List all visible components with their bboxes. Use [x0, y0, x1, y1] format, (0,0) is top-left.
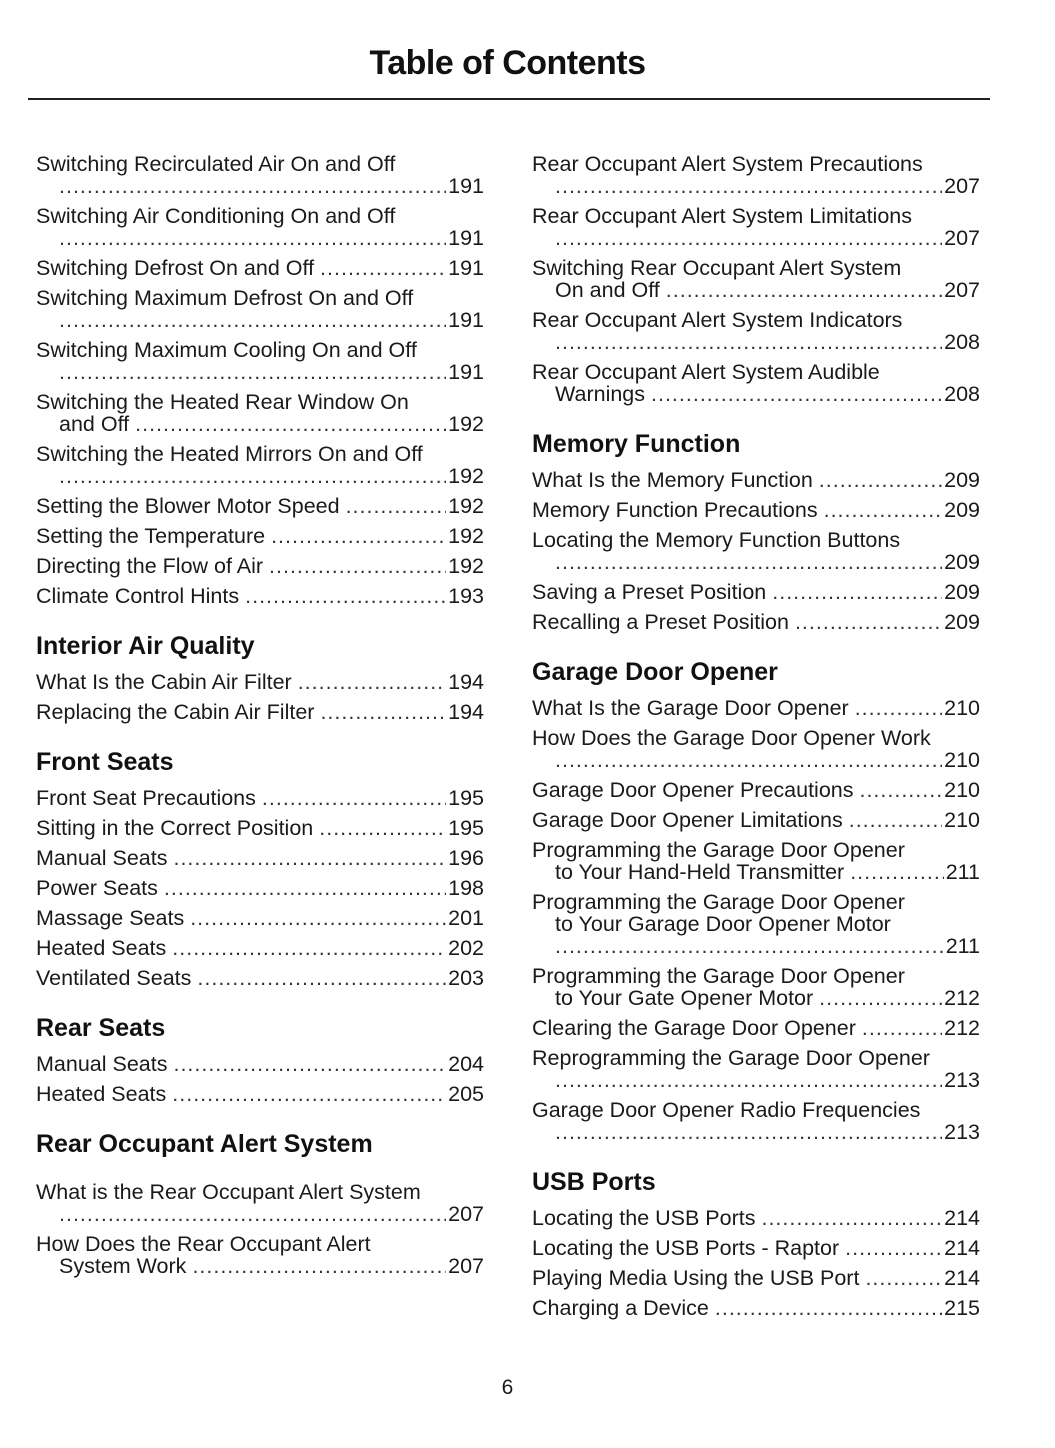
toc-entry-page: 194 — [448, 700, 484, 724]
toc-entry-line — [36, 847, 484, 869]
dot-leader — [555, 935, 944, 957]
dot-leader — [824, 499, 943, 521]
toc-entry-line — [532, 175, 980, 197]
toc-entry-continuation: to Your Garage Door Opener Motor — [555, 912, 891, 936]
dot-leader — [135, 413, 446, 435]
toc-entry-page: 191 — [448, 256, 484, 280]
toc-entry-page: 214 — [944, 1236, 980, 1260]
toc-entry-title: Saving a Preset Position — [532, 580, 767, 604]
toc-entry-page: 210 — [944, 778, 980, 802]
title-divider — [28, 98, 990, 100]
toc-entry-line — [532, 987, 980, 1009]
dot-leader — [651, 383, 942, 405]
toc-entry-title: Reprogramming the Garage Door Opener — [532, 1046, 930, 1070]
toc-entry-page: 211 — [945, 934, 980, 958]
toc-entry-title: Rear Occupant Alert System Precautions — [532, 152, 923, 176]
toc-section — [36, 745, 484, 989]
toc-entry-title: Switching Rear Occupant Alert System — [532, 256, 902, 280]
toc-entry-line — [36, 1053, 484, 1075]
toc-entry-title: Programming the Garage Door Opener — [532, 964, 905, 988]
dot-leader — [173, 1053, 446, 1075]
toc-entry-page: 192 — [448, 554, 484, 578]
dot-leader — [845, 1237, 942, 1259]
toc-entry-line — [532, 861, 980, 883]
toc-entry-title: Programming the Garage Door Opener — [532, 838, 905, 862]
toc-entry-line — [532, 1237, 980, 1259]
toc-entry-title: Replacing the Cabin Air Filter — [36, 700, 315, 724]
toc-entry-page: 213 — [944, 1068, 980, 1092]
toc-entry-line — [36, 257, 484, 279]
toc-entry-line — [532, 279, 980, 301]
toc-entry[interactable] — [36, 1181, 484, 1225]
toc-entry[interactable] — [36, 877, 484, 899]
toc-section — [532, 1165, 980, 1319]
toc-entry-page: 192 — [448, 412, 484, 436]
section-heading[interactable]: Memory Function — [532, 430, 741, 458]
toc-entry[interactable] — [36, 787, 484, 809]
toc-entry[interactable] — [532, 1047, 980, 1091]
toc-entry-line — [36, 1083, 484, 1105]
toc-entry-title: Playing Media Using the USB Port — [532, 1266, 860, 1290]
toc-entry-title: Sitting in the Correct Position — [36, 816, 314, 840]
toc-entry[interactable] — [36, 967, 484, 989]
right-sections — [532, 427, 980, 1319]
toc-entry-line — [36, 787, 484, 809]
toc-entry-title: Switching Maximum Defrost On and Off — [36, 286, 414, 310]
toc-entry-line — [532, 383, 980, 405]
toc-entry-line — [532, 499, 980, 521]
toc-entry-line — [532, 1069, 980, 1091]
toc-entry-page: 207 — [944, 226, 980, 250]
toc-entry-title: Switching Recirculated Air On and Off — [36, 152, 396, 176]
toc-entry-page: 195 — [448, 816, 484, 840]
toc-entry-page: 209 — [944, 498, 980, 522]
toc-entry-page: 209 — [944, 468, 980, 492]
toc-entry[interactable] — [36, 907, 484, 929]
toc-entry-page: 210 — [944, 808, 980, 832]
toc-entry-title: Garage Door Opener Radio Frequencies — [532, 1098, 921, 1122]
dot-leader — [59, 1203, 446, 1225]
toc-entry[interactable] — [532, 697, 980, 719]
section-heading[interactable]: Garage Door Opener — [532, 658, 778, 686]
toc-entry-page: 212 — [944, 986, 980, 1010]
toc-entry-page: 207 — [448, 1202, 484, 1226]
toc-entry-continuation: to Your Hand-Held Transmitter — [555, 860, 845, 884]
toc-entry-line — [532, 551, 980, 573]
toc-entry[interactable] — [532, 309, 980, 353]
dot-leader — [859, 779, 942, 801]
toc-section — [532, 427, 980, 633]
toc-entry-page: 213 — [944, 1120, 980, 1144]
dot-leader — [192, 1255, 446, 1277]
dot-leader — [319, 817, 446, 839]
toc-entry-continuation: On and Off — [555, 278, 660, 302]
toc-entry-title: What is the Rear Occupant Alert System — [36, 1180, 421, 1204]
left-intro-list — [36, 153, 484, 607]
toc-entry[interactable] — [532, 153, 980, 197]
toc-entry-page: 191 — [448, 174, 484, 198]
left-sections — [36, 629, 484, 1277]
page-title: Table of Contents — [369, 44, 646, 82]
dot-leader — [173, 847, 446, 869]
dot-leader — [850, 861, 944, 883]
toc-entry[interactable] — [532, 611, 980, 633]
toc-entry[interactable] — [36, 339, 484, 383]
toc-entry[interactable] — [36, 671, 484, 693]
toc-entry-line — [36, 175, 484, 197]
toc-section — [532, 655, 980, 1143]
toc-entry-page: 191 — [448, 308, 484, 332]
toc-entry[interactable] — [36, 257, 484, 279]
toc-entry[interactable] — [36, 525, 484, 547]
dot-leader — [555, 331, 942, 353]
toc-entry-title: Memory Function Precautions — [532, 498, 818, 522]
toc-entry[interactable] — [36, 701, 484, 723]
toc-entry-title: Front Seat Precautions — [36, 786, 256, 810]
dot-leader — [271, 525, 446, 547]
toc-entry-title: Programming the Garage Door Opener — [532, 890, 905, 914]
toc-entry-title: How Does the Garage Door Opener Work — [532, 726, 931, 750]
toc-entry[interactable] — [532, 727, 980, 771]
toc-entry[interactable] — [532, 1237, 980, 1259]
toc-entry-title: Power Seats — [36, 876, 158, 900]
toc-entry-line — [36, 495, 484, 517]
dot-leader — [172, 937, 446, 959]
toc-entry[interactable] — [532, 1297, 980, 1319]
toc-entry[interactable] — [36, 391, 484, 435]
toc-entry-page: 196 — [448, 846, 484, 870]
toc-entry-line — [532, 1297, 980, 1319]
dot-leader — [59, 361, 446, 383]
toc-entry-line — [36, 525, 484, 547]
toc-entry-title: Locating the USB Ports - Raptor — [532, 1236, 840, 1260]
toc-entry-title: Massage Seats — [36, 906, 185, 930]
dot-leader — [59, 227, 446, 249]
dot-leader — [819, 987, 942, 1009]
toc-entry-title: Manual Seats — [36, 846, 168, 870]
toc-entry-line — [36, 465, 484, 487]
toc-entry-line — [532, 469, 980, 491]
toc-entry-page: 212 — [944, 1016, 980, 1040]
toc-entry[interactable] — [532, 205, 980, 249]
toc-entry-page: 207 — [944, 278, 980, 302]
toc-entry-title: Rear Occupant Alert System Limitations — [532, 204, 912, 228]
toc-entry-page: 192 — [448, 524, 484, 548]
toc-entry-line — [532, 935, 980, 957]
toc-entry[interactable] — [36, 585, 484, 607]
toc-entry-line — [532, 697, 980, 719]
section-heading[interactable]: Interior Air Quality — [36, 632, 255, 660]
dot-leader — [346, 495, 447, 517]
toc-entry-title: Recalling a Preset Position — [532, 610, 789, 634]
dot-leader — [555, 551, 942, 573]
dot-leader — [59, 175, 446, 197]
toc-entry-page: 208 — [944, 382, 980, 406]
toc-entry-line — [36, 413, 484, 435]
toc-entry-page: 205 — [448, 1082, 484, 1106]
toc-entry-continuation: System Work — [59, 1254, 187, 1278]
toc-entry-page: 192 — [448, 494, 484, 518]
toc-entry[interactable] — [532, 1207, 980, 1229]
toc-entry[interactable] — [36, 495, 484, 517]
section-heading[interactable]: USB Ports — [532, 1168, 656, 1196]
toc-entry-title: Manual Seats — [36, 1052, 168, 1076]
toc-entry-line — [36, 937, 484, 959]
toc-section — [36, 1011, 484, 1105]
toc-entry-line — [532, 581, 980, 603]
dot-leader — [245, 585, 446, 607]
toc-entry-page: 195 — [448, 786, 484, 810]
dot-leader — [190, 907, 446, 929]
toc-entry-page: 193 — [448, 584, 484, 608]
toc-entry-line — [532, 1121, 980, 1143]
toc-entry-line — [36, 227, 484, 249]
section-heading[interactable]: Front Seats — [36, 748, 174, 776]
toc-entry-page: 204 — [448, 1052, 484, 1076]
toc-entry[interactable] — [532, 891, 980, 957]
toc-entry-line — [36, 361, 484, 383]
toc-entry-line — [532, 1267, 980, 1289]
dot-leader — [320, 701, 446, 723]
right-intro-list — [532, 153, 980, 405]
dot-leader — [555, 1121, 942, 1143]
dot-leader — [164, 877, 446, 899]
toc-section — [36, 1127, 484, 1277]
toc-section — [36, 629, 484, 723]
toc-entry-line — [36, 585, 484, 607]
toc-entry[interactable] — [36, 287, 484, 331]
toc-entry-page: 192 — [448, 464, 484, 488]
toc-entry[interactable] — [532, 257, 980, 301]
section-heading[interactable]: Rear Seats — [36, 1014, 166, 1042]
toc-entry-line — [532, 1017, 980, 1039]
toc-entry-line — [532, 809, 980, 831]
toc-entry[interactable] — [36, 205, 484, 249]
toc-entry-continuation: to Your Gate Opener Motor — [555, 986, 814, 1010]
toc-entry-title: Switching Air Conditioning On and Off — [36, 204, 396, 228]
toc-entry-line — [36, 817, 484, 839]
dot-leader — [855, 697, 942, 719]
toc-entry-page: 210 — [944, 748, 980, 772]
toc-entry-line — [36, 701, 484, 723]
toc-entry-line — [532, 1207, 980, 1229]
toc-entry-title: Switching Maximum Cooling On and Off — [36, 338, 417, 362]
toc-entry[interactable] — [532, 779, 980, 801]
toc-entry-title: Garage Door Opener Precautions — [532, 778, 854, 802]
toc-entry[interactable] — [532, 839, 980, 883]
dot-leader — [555, 227, 942, 249]
toc-entry[interactable] — [36, 817, 484, 839]
toc-entry[interactable] — [36, 443, 484, 487]
dot-leader — [666, 279, 942, 301]
toc-entry[interactable] — [36, 1233, 484, 1277]
toc-entry-title: Switching the Heated Mirrors On and Off — [36, 442, 423, 466]
toc-entry[interactable] — [36, 937, 484, 959]
toc-entry-title: Switching the Heated Rear Window On — [36, 390, 409, 414]
toc-entry-line — [532, 779, 980, 801]
dot-leader — [197, 967, 446, 989]
dot-leader — [269, 555, 446, 577]
toc-entry-title: How Does the Rear Occupant Alert — [36, 1232, 371, 1256]
toc-entry-title: What Is the Garage Door Opener — [532, 696, 849, 720]
toc-entry-line — [532, 227, 980, 249]
toc-entry-page: 209 — [944, 580, 980, 604]
dot-leader — [59, 465, 446, 487]
toc-entry-line — [36, 967, 484, 989]
toc-entry-page: 202 — [448, 936, 484, 960]
dot-leader — [555, 1069, 942, 1091]
toc-entry-title: Garage Door Opener Limitations — [532, 808, 843, 832]
toc-entry-page: 209 — [944, 550, 980, 574]
toc-entry-page: 211 — [945, 860, 980, 884]
toc-entry-title: Setting the Temperature — [36, 524, 266, 548]
dot-leader — [865, 1267, 942, 1289]
dot-leader — [555, 749, 942, 771]
toc-entry[interactable] — [532, 469, 980, 491]
toc-entry[interactable] — [36, 1083, 484, 1105]
toc-entry-line — [36, 877, 484, 899]
toc-entry-title: Heated Seats — [36, 1082, 167, 1106]
toc-entry-page: 201 — [448, 906, 484, 930]
dot-leader — [262, 787, 446, 809]
toc-entry-line — [36, 555, 484, 577]
toc-entry[interactable] — [532, 965, 980, 1009]
toc-entry[interactable] — [36, 847, 484, 869]
toc-entry[interactable] — [36, 555, 484, 577]
toc-entry-page: 214 — [944, 1266, 980, 1290]
toc-entry-continuation: Warnings — [555, 382, 646, 406]
toc-entry[interactable] — [532, 1099, 980, 1143]
section-heading[interactable]: Rear Occupant Alert System — [36, 1130, 373, 1158]
toc-entry-title: Locating the Memory Function Buttons — [532, 528, 901, 552]
dot-leader — [849, 809, 942, 831]
dot-leader — [772, 581, 942, 603]
dot-leader — [59, 309, 446, 331]
toc-entry-title: Rear Occupant Alert System Indicators — [532, 308, 903, 332]
toc-entry-title: Charging a Device — [532, 1296, 709, 1320]
toc-entry-line — [36, 1203, 484, 1225]
toc-entry[interactable] — [36, 1053, 484, 1075]
toc-entry-title: What Is the Cabin Air Filter — [36, 670, 292, 694]
toc-entry[interactable] — [532, 809, 980, 831]
toc-entry-page: 210 — [944, 696, 980, 720]
right-column — [532, 145, 980, 1327]
toc-entry[interactable] — [532, 1267, 980, 1289]
dot-leader — [795, 611, 942, 633]
toc-entry[interactable] — [532, 499, 980, 521]
toc-entry-line — [36, 309, 484, 331]
toc-entry-page: 207 — [448, 1254, 484, 1278]
toc-entry-title: Directing the Flow of Air — [36, 554, 264, 578]
toc-entry-page: 191 — [448, 226, 484, 250]
dot-leader — [819, 469, 942, 491]
toc-entry[interactable] — [532, 1017, 980, 1039]
dot-leader — [761, 1207, 942, 1229]
toc-entry-title: Climate Control Hints — [36, 584, 240, 608]
toc-entry-title: Clearing the Garage Door Opener — [532, 1016, 856, 1040]
dot-leader — [555, 175, 942, 197]
toc-entry-line — [36, 1255, 484, 1277]
toc-entry-page: 198 — [448, 876, 484, 900]
dot-leader — [172, 1083, 446, 1105]
dot-leader — [862, 1017, 942, 1039]
toc-entry-line — [532, 331, 980, 353]
toc-entry-title: Rear Occupant Alert System Audible — [532, 360, 880, 384]
toc-entry-line — [532, 611, 980, 633]
dot-leader — [715, 1297, 942, 1319]
toc-entry[interactable] — [532, 361, 980, 405]
toc-entry-title: Heated Seats — [36, 936, 167, 960]
toc-entry-title: What Is the Memory Function — [532, 468, 813, 492]
toc-entry-page: 191 — [448, 360, 484, 384]
toc-entry-title: Setting the Blower Motor Speed — [36, 494, 340, 518]
dot-leader — [298, 671, 446, 693]
toc-entry-title: Switching Defrost On and Off — [36, 256, 315, 280]
toc-entry-page: 203 — [448, 966, 484, 990]
toc-entry-page: 215 — [944, 1296, 980, 1320]
toc-entry-page: 207 — [944, 174, 980, 198]
toc-entry-line — [36, 907, 484, 929]
page-number: 6 — [501, 1376, 514, 1399]
toc-entry[interactable] — [36, 153, 484, 197]
toc-entry-page: 194 — [448, 670, 484, 694]
dot-leader — [320, 257, 446, 279]
toc-entry-line — [36, 671, 484, 693]
toc-entry[interactable] — [532, 581, 980, 603]
left-column — [36, 145, 484, 1285]
toc-entry-page: 214 — [944, 1206, 980, 1230]
toc-entry-page: 208 — [944, 330, 980, 354]
toc-entry-title: Ventilated Seats — [36, 966, 192, 990]
toc-entry-continuation: and Off — [59, 412, 130, 436]
toc-entry-page: 209 — [944, 610, 980, 634]
toc-entry-line — [532, 749, 980, 771]
toc-entry-title: Locating the USB Ports — [532, 1206, 756, 1230]
toc-entry[interactable] — [532, 529, 980, 573]
